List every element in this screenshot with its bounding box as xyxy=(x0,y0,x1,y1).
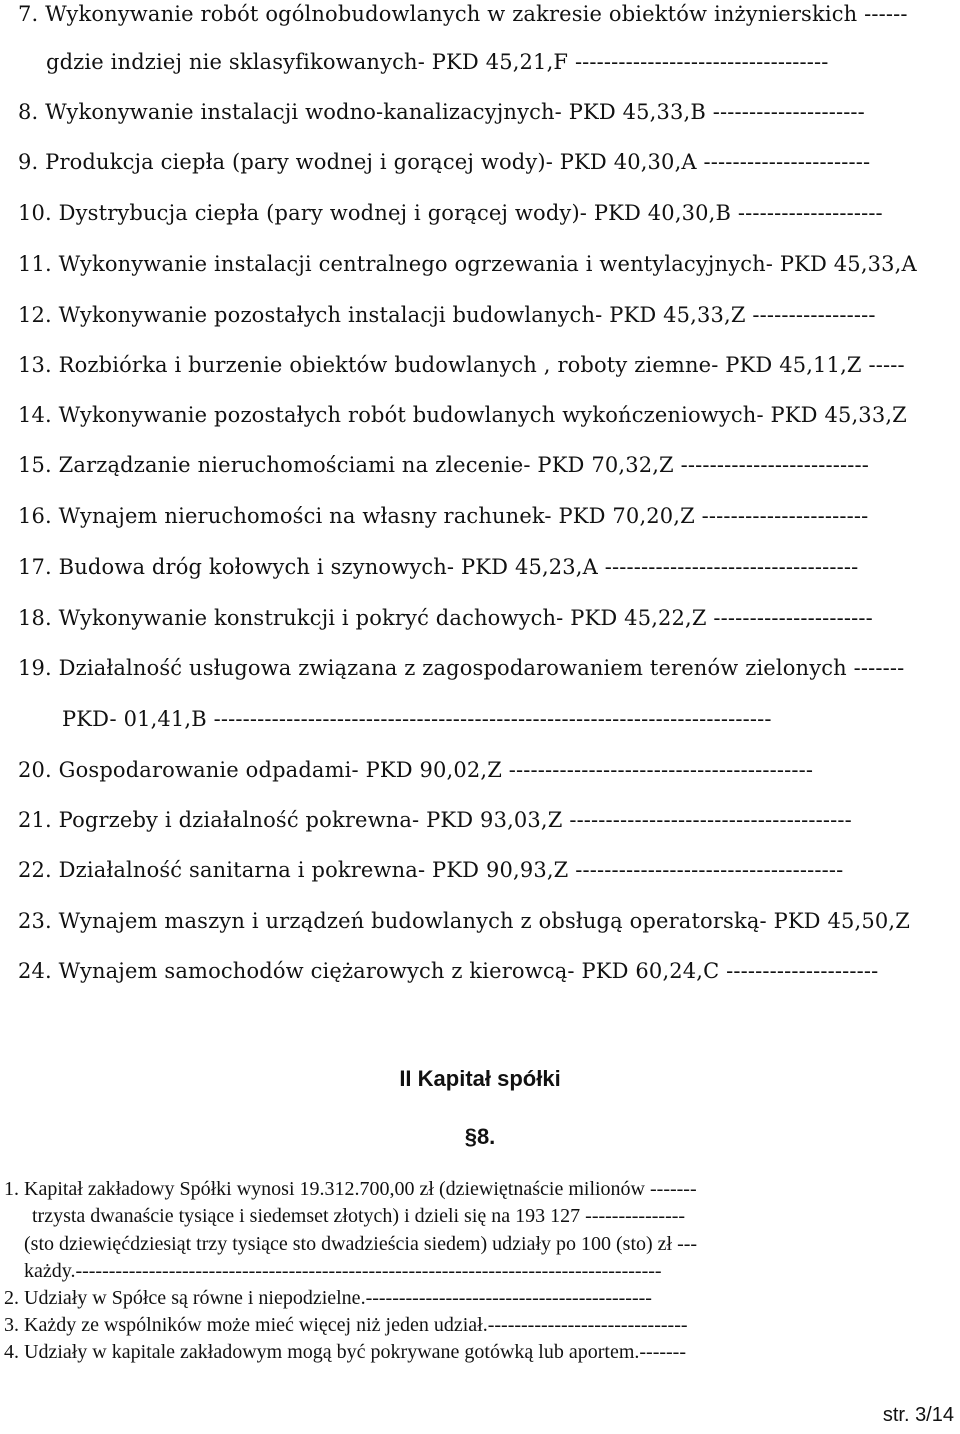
list-item: gdzie indziej nie sklasyfikowanych- PKD 45,21,F ----------------------------------- xyxy=(46,50,829,74)
list-item: 8. Wykonywanie instalacji wodno-kanalizacyjnych- PKD 45,33,B --------------------- xyxy=(18,100,865,124)
page-number xyxy=(883,1404,954,1427)
capital-line: (sto dziewięćdziesiąt trzy tysiące sto dwadzieścia siedem) udziały po 100 (sto) zł --- xyxy=(24,1233,698,1255)
list-item: 19. Działalność usługowa związana z zagospodarowaniem terenów zielonych ------- xyxy=(18,656,905,680)
list-item: 18. Wykonywanie konstrukcji i pokryć dachowych- PKD 45,22,Z ---------------------- xyxy=(18,606,873,630)
capital-line: 3. Każdy ze wspólników może mieć więcej niż jeden udział.------------------------------ xyxy=(4,1314,688,1336)
page-label: str. xyxy=(882,1404,910,1426)
list-item: 7. Wykonywanie robót ogólnobudowlanych w zakresie obiektów inżynierskich ------ xyxy=(18,2,908,26)
list-item: 11. Wykonywanie instalacji centralnego ogrzewania i wentylacyjnych- PKD 45,33,A xyxy=(18,252,917,276)
list-item: 13. Rozbiórka i burzenie obiektów budowlanych , roboty ziemne- PKD 45,11,Z ----- xyxy=(18,353,905,377)
list-item: 21. Pogrzeby i działalność pokrewna- PKD 93,03,Z --------------------------------------- xyxy=(18,808,852,832)
list-item: 12. Wykonywanie pozostałych instalacji budowlanych- PKD 45,33,Z ----------------- xyxy=(18,303,876,327)
list-item: 15. Zarządzanie nieruchomościami na zlecenie- PKD 70,32,Z -------------------------- xyxy=(18,453,870,477)
list-item: 16. Wynajem nieruchomości na własny rachunek- PKD 70,20,Z ----------------------- xyxy=(18,504,869,528)
capital-line: 4. Udziały w kapitale zakładowym mogą być pokrywane gotówką lub aportem.------- xyxy=(4,1341,686,1363)
page-value: 3/14 xyxy=(915,1404,954,1426)
list-item: 24. Wynajem samochodów ciężarowych z kierowcą- PKD 60,24,C --------------------- xyxy=(18,959,879,983)
capital-line: 1. Kapitał zakładowy Spółki wynosi 19.312.700,00 zł (dziewiętnaście milionów ------- xyxy=(4,1178,697,1200)
list-item: 22. Działalność sanitarna i pokrewna- PKD 90,93,Z ------------------------------------- xyxy=(18,858,844,882)
list-item: 9. Produkcja ciepła (pary wodnej i gorącej wody)- PKD 40,30,A ----------------------- xyxy=(18,150,871,174)
list-item: 10. Dystrybucja ciepła (pary wodnej i gorącej wody)- PKD 40,30,B -------------------- xyxy=(18,201,883,225)
list-item: 23. Wynajem maszyn i urządzeń budowlanych z obsługą operatorską- PKD 45,50,Z xyxy=(18,909,910,933)
list-item: 14. Wykonywanie pozostałych robót budowlanych wykończeniowych- PKD 45,33,Z xyxy=(18,403,907,427)
capital-line: każdy.---------------------------------------------------------------------------------------- xyxy=(24,1260,662,1282)
list-item: PKD- 01,41,B ----------------------------------------------------------------------------- xyxy=(62,707,772,731)
list-item: 20. Gospodarowanie odpadami- PKD 90,02,Z ------------------------------------------ xyxy=(18,758,814,782)
section-title: II Kapitał spółki xyxy=(399,1066,561,1091)
capital-line: 2. Udziały w Spółce są równe i niepodzielne.------------------------------------------- xyxy=(4,1287,652,1309)
list-item: 17. Budowa dróg kołowych i szynowych- PKD 45,23,A ----------------------------------- xyxy=(18,555,859,579)
capital-line: trzysta dwanaście tysiące i siedemset złotych) i dzieli się na 193 127 --------------- xyxy=(32,1205,686,1227)
paragraph-number: §8. xyxy=(464,1124,496,1149)
